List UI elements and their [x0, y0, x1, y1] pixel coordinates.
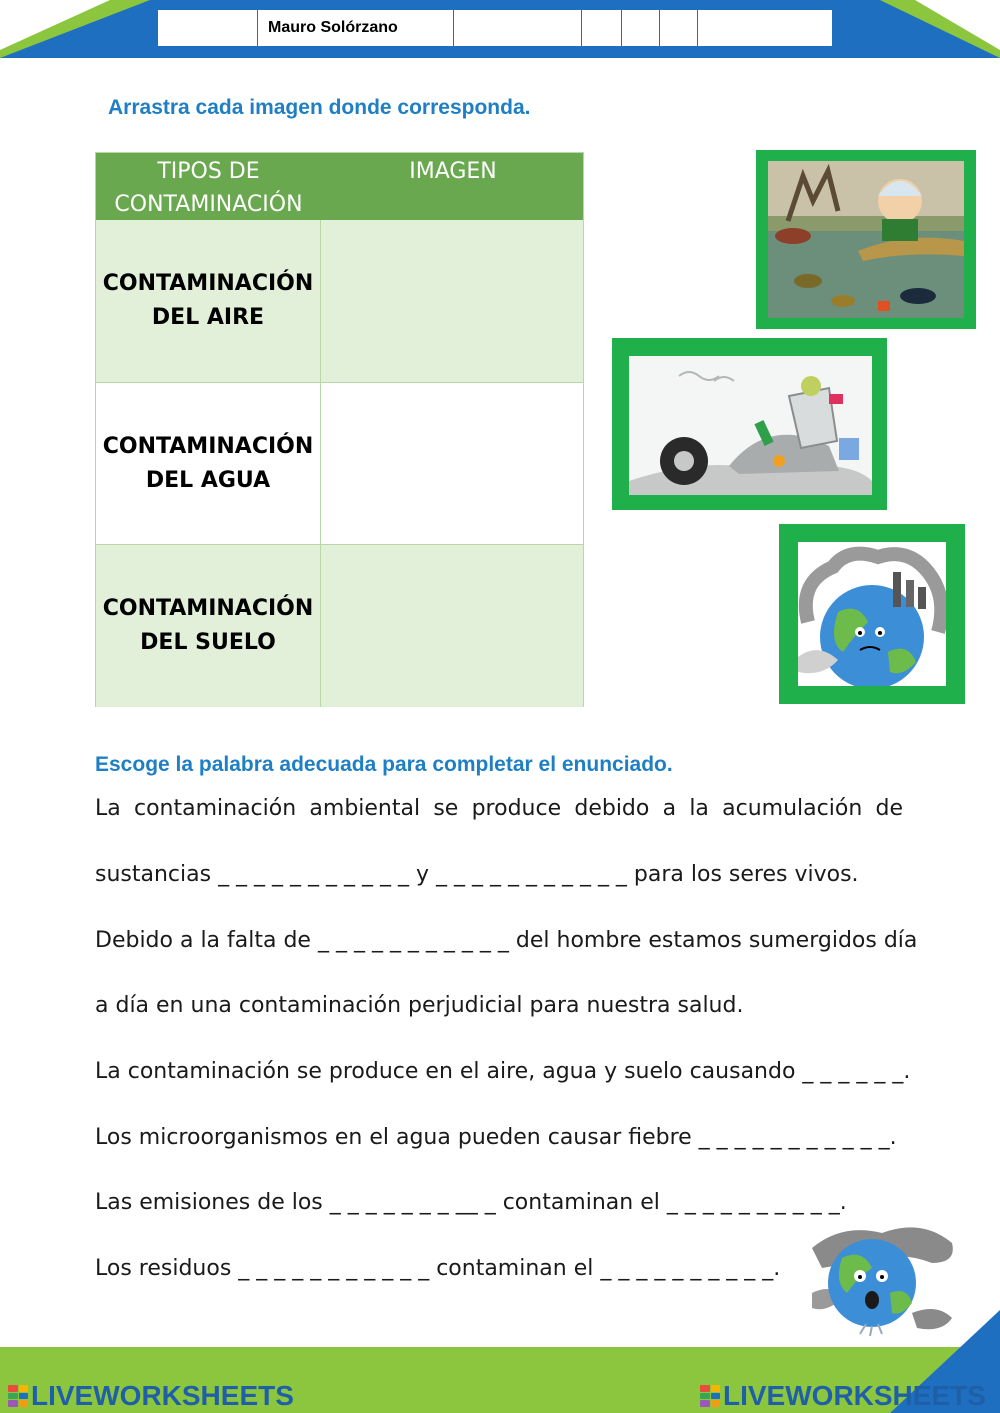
liveworksheets-logo-left[interactable] [8, 1380, 294, 1412]
draggable-image-earth[interactable] [779, 524, 965, 704]
student-name[interactable]: Mauro Solórzano [258, 10, 454, 46]
header-types: TIPOS DE CONTAMINACIÓN [114, 159, 303, 217]
polluted-river-image [768, 161, 964, 318]
section1-title: Arrastra cada imagen donde corresponda. [108, 96, 531, 119]
sentence-line: La contaminación se produce en el aire, agua y suelo causando _ _ _ _ _ _. [95, 1059, 911, 1084]
drop-zone-water[interactable] [321, 383, 583, 544]
table-row [96, 545, 583, 707]
info-cell-empty[interactable] [622, 10, 660, 46]
sentence-line: sustancias _ _ _ _ _ _ _ _ _ _ _ y _ _ _ _ _ _ _ _ _ _ _ para los seres vivos. [95, 862, 859, 887]
logo-text: LIVEWORKSHEETS [31, 1380, 294, 1411]
liveworksheets-logo-right[interactable] [700, 1380, 986, 1412]
sentence-line: La contaminación ambiental se produce debido a la acumulación de [95, 796, 903, 821]
pollution-types-table [95, 152, 584, 707]
drop-zone-soil[interactable] [321, 545, 583, 707]
table-header [96, 153, 583, 220]
info-cell-empty[interactable] [454, 10, 582, 46]
info-cell-empty[interactable] [698, 10, 832, 46]
info-cell-empty[interactable] [660, 10, 698, 46]
row-label-soil: CONTAMINACIÓN DEL SUELO [96, 545, 321, 707]
section2-title: Escoge la palabra adecuada para completar el enunciado. [95, 753, 673, 776]
student-info-box [156, 8, 834, 48]
liveworksheets-mark-icon [700, 1385, 720, 1407]
sentence-line: Los residuos _ _ _ _ _ _ _ _ _ _ _ contaminan el _ _ _ _ _ _ _ _ _ _. [95, 1256, 781, 1281]
logo-text: LIVEWORKSHEETS [723, 1380, 986, 1411]
sentence-line: Debido a la falta de _ _ _ _ _ _ _ _ _ _ _ del hombre estamos sumergidos día [95, 928, 918, 953]
info-cell-empty[interactable] [582, 10, 622, 46]
row-label-water: CONTAMINACIÓN DEL AGUA [96, 383, 321, 544]
header-image: IMAGEN [409, 159, 497, 184]
row-label-air: CONTAMINACIÓN DEL AIRE [96, 220, 321, 382]
header-left-accent-inner [0, 0, 110, 50]
table-row [96, 383, 583, 545]
draggable-image-garbage[interactable] [612, 338, 887, 510]
sentence-line: Los microorganismos en el agua pueden causar fiebre _ _ _ _ _ _ _ _ _ _ _. [95, 1125, 897, 1150]
garbage-pile-image [629, 356, 872, 495]
sentence-line: a día en una contaminación perjudicial para nuestra salud. [95, 993, 744, 1018]
table-row [96, 220, 583, 383]
header-right-accent-inner [915, 0, 1000, 50]
info-cell-empty[interactable] [158, 10, 258, 46]
draggable-image-river[interactable] [756, 150, 976, 329]
liveworksheets-mark-icon [8, 1385, 28, 1407]
drop-zone-air[interactable] [321, 220, 583, 382]
sentence-line: Las emisiones de los _ _ _ _ _ _ _ __ _ contaminan el _ _ _ _ _ _ _ _ _ _. [95, 1190, 847, 1215]
polluted-earth-smoke-image [798, 542, 946, 686]
